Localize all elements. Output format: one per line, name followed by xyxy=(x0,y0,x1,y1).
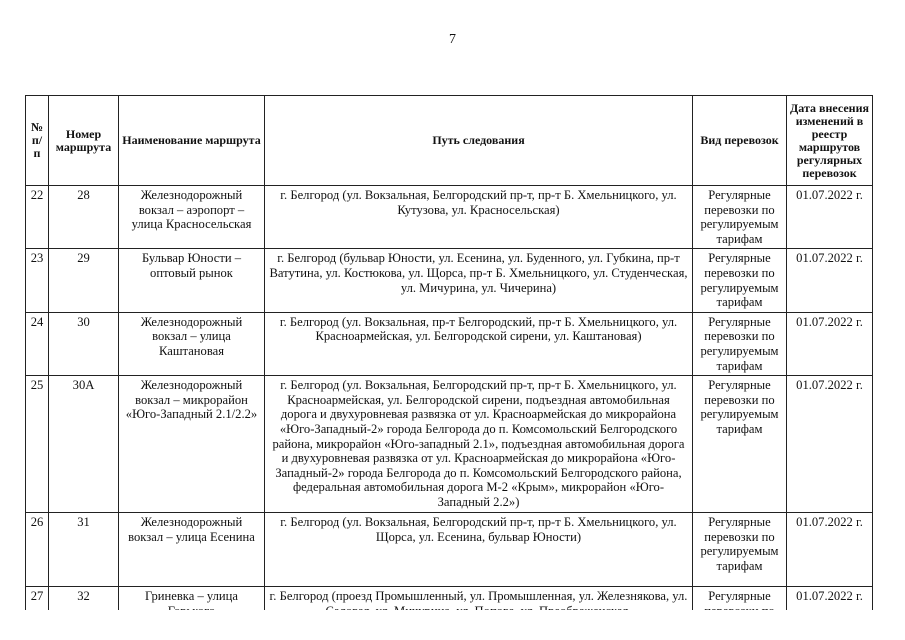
cell-route-path: г. Белгород (ул. Вокзальная, Белгородский пр-т, пр-т Б. Хмельницкого, ул. Кутузова, ул. Красносельская) xyxy=(265,186,693,249)
cell-route-name: Бульвар Юности – оптовый рынок xyxy=(119,249,265,312)
table-row xyxy=(26,186,873,249)
cell-change-date: 01.07.2022 г. xyxy=(787,587,873,623)
cell-transport-type: Регулярные перевозки по регулируемым тарифам xyxy=(693,513,787,587)
cell-route-number: 29 xyxy=(49,249,119,312)
cell-num: 27 xyxy=(26,587,49,623)
cell-route-path: г. Белгород (ул. Вокзальная, Белгородский пр-т, пр-т Б. Хмельницкого, ул. Щорса, ул. Есенина, бульвар Юности) xyxy=(265,513,693,587)
cell-num: 25 xyxy=(26,376,49,513)
cell-transport-type: Регулярные перевозки по регулируемым тарифам xyxy=(693,312,787,375)
cell-transport-type: Регулярные xyxy=(693,587,787,623)
table-row xyxy=(26,312,873,375)
cell-route-number: 30 xyxy=(49,312,119,375)
cell-change-date: 01.07.2022 г. xyxy=(787,186,873,249)
cell-route-number: 31 xyxy=(49,513,119,587)
cell-route-number: 32 xyxy=(49,587,119,623)
cell-route-name: Гриневка – улица xyxy=(119,587,265,623)
table-row xyxy=(26,513,873,587)
cell-change-date: 01.07.2022 г. xyxy=(787,312,873,375)
cell-route-name: Железнодорожный вокзал – улица Есенина xyxy=(119,513,265,587)
cell-transport-type: Регулярные перевозки по регулируемым тарифам xyxy=(693,376,787,513)
page-number: 7 xyxy=(449,32,456,47)
table-row xyxy=(26,376,873,513)
header-route-number: Номер маршрута xyxy=(49,96,119,186)
routes-table xyxy=(25,95,873,623)
cell-route-name: Железнодорожный вокзал – аэропорт – улица Красносельская xyxy=(119,186,265,249)
header-route-path: Путь следования xyxy=(265,96,693,186)
cell-transport-type: Регулярные перевозки по регулируемым тарифам xyxy=(693,249,787,312)
cell-num: 22 xyxy=(26,186,49,249)
cell-route-name: Железнодорожный вокзал – улица Каштановая xyxy=(119,312,265,375)
cell-route-number: 30А xyxy=(49,376,119,513)
cell-route-path: г. Белгород (бульвар Юности, ул. Есенина, ул. Буденного, ул. Губкина, пр-т Ватутина, ул. Костюкова, ул. Щорса, пр-т Б. Хмельницкого, ул. Студенческая, ул. Мичурина, ул. Чичерина) xyxy=(265,249,693,312)
cell-route-path: г. Белгород (проезд Промышленный, ул. Промышленная, ул. Железнякова, ул. xyxy=(265,587,693,623)
cell-change-date: 01.07.2022 г. xyxy=(787,513,873,587)
cell-route-number: 28 xyxy=(49,186,119,249)
cell-num: 23 xyxy=(26,249,49,312)
cell-num: 26 xyxy=(26,513,49,587)
header-num: № п/п xyxy=(26,96,49,186)
header-route-name: Наименование маршрута xyxy=(119,96,265,186)
table-header-row xyxy=(26,96,873,186)
cell-route-path: г. Белгород (ул. Вокзальная, Белгородский пр-т, пр-т Б. Хмельницкого, ул. Красноармейская, ул. Белгородской сирени, подъездная автомобильная дорога и двухуровневая развязка от ул. Красноармейская до микрорайона «Юго-Западный-2» города Белгорода до п. Комсомольский Белгородского района, микрорайон «Юго-западный 2.1», подъездная автомобильная дорога и двухуровневая развязка от ул. Красноармейская до микрорайона «Юго-Западный-2» города Белгорода до п. Комсомольский Белгородского района, федеральная автомобильная дорога М-2 «Крым», микрорайон «Юго-Западный 2.2») xyxy=(265,376,693,513)
header-change-date: Дата внесения изменений в реестр маршрутов регулярных перевозок xyxy=(787,96,873,186)
cell-transport-type: Регулярные перевозки по регулируемым тарифам xyxy=(693,186,787,249)
header-transport-type: Вид перевозок xyxy=(693,96,787,186)
page-bottom-crop xyxy=(0,610,905,640)
cell-num: 24 xyxy=(26,312,49,375)
cell-change-date: 01.07.2022 г. xyxy=(787,376,873,513)
table-row xyxy=(26,249,873,312)
cell-route-name: Железнодорожный вокзал – микрорайон «Юго-Западный 2.1/2.2» xyxy=(119,376,265,513)
cell-route-path: г. Белгород (ул. Вокзальная, пр-т Белгородский, пр-т Б. Хмельницкого, ул. Красноармейская, ул. Белгородской сирени, ул. Каштановая) xyxy=(265,312,693,375)
cell-change-date: 01.07.2022 г. xyxy=(787,249,873,312)
